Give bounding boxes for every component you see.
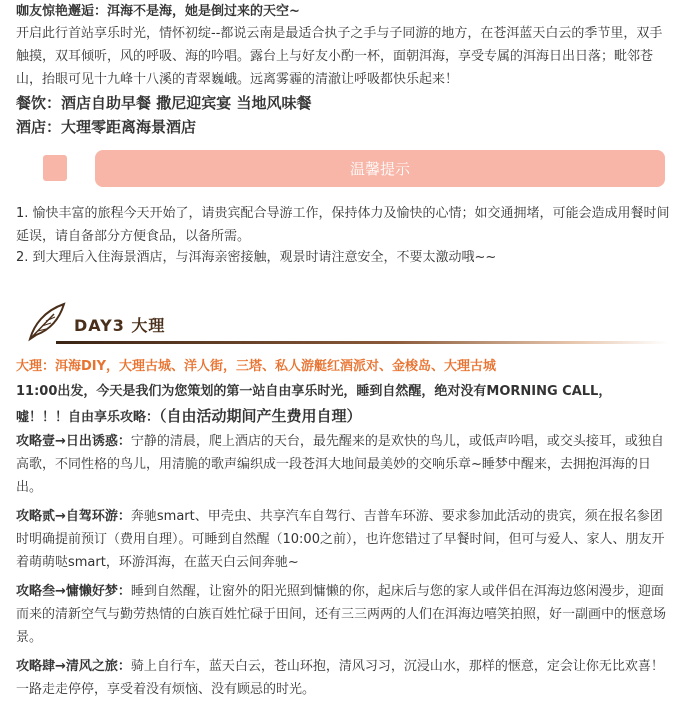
intro-body: 开启此行首站享乐时光，情怀初绽--都说云南是最适合执子之手与子同游的地方，在苍洱蓝天白云的季节里，双手触摸，双耳倾听，风的呼吸、海的吟唱。露台上与好友小酌一杯，面朝洱海，享受专属的洱海日出日落；毗邻苍山，抬眼可见十九峰十八溪的青翠巍峨。远离雾霾的清澈让呼吸都快乐起来！ (16, 26, 663, 87)
tips-marker (43, 155, 67, 181)
guide-label: 攻略叁→慵懒好梦： (16, 584, 131, 599)
guide-item (16, 430, 670, 499)
tip-item-2: 2. 到大理后入住海景酒店，与洱海亲密接触，观景时请注意安全，不要太激动哦~~ (16, 250, 497, 265)
guide-text: 宁静的清晨，爬上酒店的天台，最先醒来的是欢快的鸟儿，或低声吟唱，或交头接耳，或独自高歌，不同性格的鸟儿，用清脆的歌声编织成一段苍洱大地间最美妙的交响乐章~睡梦中醒来，去拥抱洱海的日出。 (16, 434, 664, 495)
meals-line: 餐饮：酒店自助早餐 撒尼迎宾宴 当地风味餐 (16, 94, 312, 112)
tip-item-1: 1. 愉快丰富的旅程今天开始了，请贵宾配合导游工作，保持体力及愉快的心情；如交通拥堵，可能会造成用餐时间延误，请自备部分方便食品，以备所需。 (16, 206, 670, 244)
intro-heading: 咖友惊艳邂逅：洱海不是海，她是倒过来的天空~ (16, 4, 300, 19)
guide-text: 奔驰smart、甲壳虫、共享汽车自驾行、吉普车环游、要求参加此活动的贵宾，须在报名参团时明确提前预订（费用自理）。可睡到自然醒（10:00之前），也许您错过了早餐时间，但可与爱人、家人、朋友开着萌萌哒smart，环游洱海，在蓝天白云间奔驰~ (16, 509, 665, 570)
free-time-suffix: （自由活动期间产生费用自理） (159, 407, 362, 425)
guide-label: 攻略肆→清风之旅： (16, 659, 131, 674)
guide-text: 睡到自然醒，让窗外的阳光照到慵懒的你，起床后与您的家人或伴侣在洱海边悠闲漫步，迎面而来的清新空气与勤劳热情的白族百姓忙碌于田间，还有三三两两的人们在洱海边嘻笑拍照，好一副画中的惬意场景。 (16, 584, 667, 645)
day3-route: 大理：洱海DIY，大理古城、洋人街，三塔、私人游艇红酒派对、金梭岛、大理古城 (16, 359, 497, 374)
day3-title: DAY3 大理 (74, 316, 166, 335)
guide-item (16, 655, 670, 701)
free-time-line (16, 403, 670, 429)
hotel-line: 酒店：大理零距离海景酒店 (16, 118, 197, 136)
day3-departure: 11:00出发，今天是我们为您策划的第一站自由享乐时光，睡到自然醒，绝对没有MORNING CALL， (16, 384, 612, 399)
guide-item (16, 580, 670, 649)
free-time-prefix: 嘘！！！自由享乐攻略： (16, 410, 160, 425)
guide-label: 攻略壹→日出诱惑： (16, 434, 131, 449)
tips-banner (95, 150, 665, 187)
day3-divider (56, 341, 668, 344)
tips-title: 温馨提示 (349, 160, 410, 178)
guide-text: 骑上自行车，蓝天白云，苍山环抱，清风习习，沉浸山水，那样的惬意，定会让你无比欢喜！一路走走停停，享受着没有烦恼、没有顾忌的时光。 (16, 659, 664, 697)
guide-item (16, 505, 670, 574)
feather-leaf-icon (24, 299, 70, 345)
guide-label: 攻略贰→自驾环游： (16, 509, 131, 524)
